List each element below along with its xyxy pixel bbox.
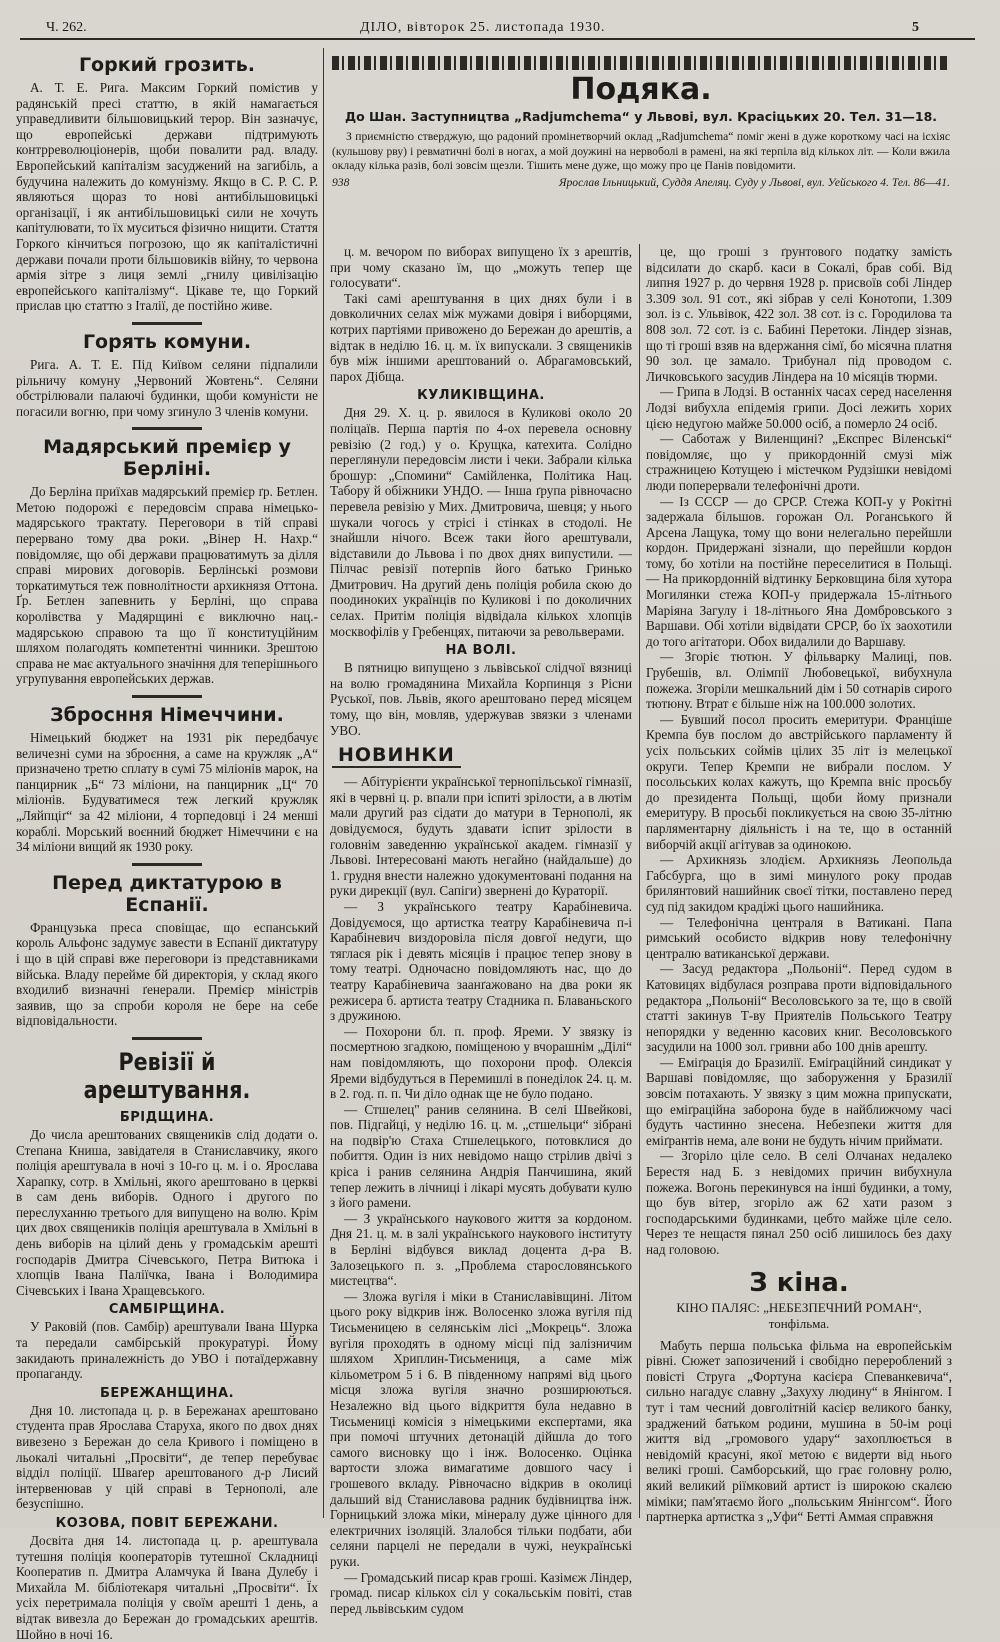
article-paragraph: — Зложа вугіля і міки в Станиславівщині. Літом цього року відкрив інж. Волосенко зложа вугіля під Тисьменицею в селянськім лісі „Мокрець“. Зложа вугіля проходять в одному місці під залізничим шляхом Хриплин-Тисьмениця, а саме між кільометром 5 і 6. В південному напрямі від цього місця зложа вугіля значно розширюються. Незалежно від цього відкриття була недавно в Тисьмениці комісія з німецькими експертами, яка при помочі штучних детонацій дійшла до того самого висновку що і інж. Волосенко. Оцінка вартости зложа вимагатиме довшого часу і грошевого вкладу. Рівночасно відкрив в околиці дальший від Станиславова радник будівництва інж. Горницький зложа міки, мінералу дуже цінного для електричних ізоляцій. Злалобся тільки подбати, аби селяни парцелі не передали в чужі, неукраїнські руки. xyxy=(330,1288,632,1569)
section-heading: НОВИНКИ xyxy=(332,744,461,768)
ad-signature: Ярослав Ільницький, Суддя Апеляц. Суду у Львові, вул. Уейського 4. Тел. 86—41. xyxy=(558,175,950,189)
article-paragraph: — З українського театру Карабіневича. Довідуємося, що артистка театру Карабіневича п-і Карабіневич виздоровіла після довгої недуги, що тяглася рік і девять місяців і працює тепер знову в тому театрі. Одночасно повідомляють нас, що до театру Карабіневича заанґажовано на два роки як режисера б. артиста театру Стадника п. Блаваньского з дружиною. xyxy=(330,898,632,1024)
subheading: САМБІРЩИНА. xyxy=(108,1302,226,1318)
ad-title: Подяка. xyxy=(570,72,712,107)
section-separator xyxy=(132,863,202,866)
article-paragraph: — Бувший посол просить емеритури. Франціше Кремпа був послом до австрійського парламенту й усіх польських соймів цілих 35 літ із мелецької округи. Тепер Кремпи не вибрали послом. У посольських колах кажуть, що Кремпа вніс просьбу до президента Польщі, щоби йому признали емеритуру. В просьбі покликується на свою 35-літню парляментарну діяльність і на те, що в останній виборчій акції агітував за одинокою. xyxy=(646,711,952,852)
article-heading: Горять комуни. xyxy=(82,330,252,353)
article-paragraph: це, що гроші з ґрунтового податку замість відсилати до скарб. каси в Сокалі, брав собі. Від липня 1927 р. до червня 1928 р. присвоїв собі Ліндер 3.309 зол. 91 сот., які зібрав у селі Конотопи, 1.309 зол. із с. Ульвівок, 422 зол. 38 сот. із с. Городилова та 808 зол. 72 сот. із с. Бабині Перетоки. Ліндер зізнав, що ті гроші взяв на вдержання сімї, бо місячна платня 90 зол. це замало. Трибунал під проводом с. Личковського засудив Ліндера на 10 місяців тюрми. xyxy=(646,244,952,384)
subheading: НА ВОЛІ. xyxy=(445,643,517,659)
issue-number: Ч. 262. xyxy=(46,20,87,35)
article-paragraph: — Телефонічна централя в Ватикані. Папа римський особисто відкрив нову телефонічну централю ватиканської держави. xyxy=(646,914,952,961)
header-rule xyxy=(20,38,975,40)
article-paragraph: Французька преса сповіщає, що еспанський король Альфонс задумує завести в Еспанії диктатуру і що в цій справі вже переговори із представниками війська. Владу перейме бй директорія, у склад якого входилиб визначні ґенерали. Премієр міністрів заявив, що за спроби короля не бере на себе відповідальности. xyxy=(16,919,318,1029)
article-paragraph: — З українського наукового життя за кордоном. Дня 21. ц. м. в залі українського наукового інституту в Берліні відбувся виклад доцента д-ра В. Залозецького п. з. „Проблема старословянського мистецтва“. xyxy=(330,1210,632,1289)
article-heading: Мадярський премієр у Берліні. xyxy=(43,436,291,481)
article-paragraph: Такі самі арештування в цих днях були і в довколичних селах між мужами довіря і виборцями, котрих партіями привожено до Бережан до арештів, а відтак в неділю 16. ц. м. їх випускали. З священиків був між іншими арештований о. Абрагамовський, парох Дібща. xyxy=(330,290,632,384)
subheading: БРІДЩИНА. xyxy=(119,1109,215,1125)
column-1 xyxy=(16,48,318,1642)
article-paragraph: Мабуть перша польська фільма на европейськім рівні. Сюжет запозичений і свобідно перероблений з повісті Струга „Фортуна касієра Спеванкевича“, сильно нагадує славну „Захуху людину“ в Янінгом. І тут і там чесний довголітній касієр великого банку, зраджений батьком родини, мушина в 50-ім році життя від „громового удару“ захоплюється в невідомій красуні, якої метою є видерти від нього великі гроші. Самборський, що грає головну ролю, який великий ріїмковий артист із широкою скалєю міміки; пам'ятаємо його „польським Янінгсом“. Його партнерка артистка з „Уфи“ Бетті Аммая справжня xyxy=(646,1337,952,1525)
article-paragraph: — Стшелец" ранив селянина. В селі Швейкові, пов. Підгайці, у неділю 16. ц. м. „стшельци“ зібрані на подвір'ю Стаха Стшелецького, потовклися до побиття. Один із них невідомо нащо стрілив двічі з кріса і ранив селянина Андрія Панчишина, який тепер лежить в лічниці і лікарі мусять добувати кулю з його рамени. xyxy=(330,1101,632,1211)
article-paragraph: ц. м. вечором по виборах випущено їх з арештів, при чому сказано їм, що „можуть тепер ще голосувати“. xyxy=(330,244,632,291)
page-header xyxy=(0,0,1000,42)
section-separator xyxy=(132,322,202,325)
column-2 xyxy=(330,244,632,1616)
advertisement-box xyxy=(332,56,950,236)
article-paragraph: — Грипа в Лодзі. В останніх часах серед населення Лодзі вибухла епідемія грипи. Досі лежить хорих цією недугою майже 50.000 осіб, а померло 24 осіб. xyxy=(646,384,952,431)
article-paragraph: — Згоріє тютюн. У фільварку Малиці, пов. Грубешів, вл. Олімпії Любовецької, вибухнула пожежа. Згоріли мешкальний дім і 50 сотнарів сирого тютюну. Втрат є більше ніж на 100.000 золотих. xyxy=(646,649,952,712)
article-paragraph: — Еміґрація до Бразилії. Еміґраційний синдикат у Варшаві повідомляє, що заборуження у Бразилії зовсім потахають. У звязку з цим можна припускати, що еміґраційна заборона буде в найближчому часі будуть частинно знесена. Небезпеки життя для еміґрантів нема, але вони не будуть нічим приймати. xyxy=(646,1054,952,1148)
ad-address: До Шан. Заступництва „Radjumchema“ у Львові, вул. Красіцьких 20. Тел. 31—18. xyxy=(344,109,938,124)
subheading: КОЗОВА, ПОВІТ БЕРЕЖАНИ. xyxy=(55,1515,279,1531)
page-number: 5 xyxy=(912,20,919,35)
ad-number: 938 xyxy=(332,175,350,189)
subheading: БЕРЕЖАНЩИНА. xyxy=(99,1385,235,1401)
article-paragraph: До Берліна приїхав мадярський премієр ґр. Бетлен. Метою подорожі є передовсім справа німецько-мадярського трактату. Переговори в тій справі перервано тому два роки. „Вінер Н. Нахр.“ повідомляє, що обі держави працюватимуть за ділля справі мирових договорів. Берлінські розмови торкатимуться теж повнолітности архикнязя Оттона. Ґр. Бетлен запевнить у Берліні, що справа королівства у Мадярщині є виключно нац.-мадярською справою та що її конституційним шляхом полагодять компетентні чинники. Зрештою справа не має актуального значіння для теперішнього угрупування европейських держав. xyxy=(16,484,318,687)
article-heading: Збросння Німеччини. xyxy=(50,704,284,726)
section-heading: З кіна. xyxy=(749,1267,849,1298)
section-separator xyxy=(132,695,202,698)
section-separator xyxy=(132,427,202,430)
article-paragraph: — Архикнязь злодієм. Архикнязь Леопольда Габсбурга, що в зимі минулого року продав брилянтовий нашийник своєї тітки, поставлено перед суд під закидом крадіжі цього нашийника. xyxy=(646,852,952,914)
article-paragraph: В пятницю випущено з львівської слідчої вязниці на волю громадянина Михайла Корпинця з Рісни Руської, пов. Львів, якого арештовано перед місяцем тому, що він, мовляв, удержував звязки з членами УВО. xyxy=(330,660,632,738)
ad-footer xyxy=(332,176,950,189)
column-3 xyxy=(646,244,952,1525)
article-paragraph: Дня 10. листопада ц. р. в Бережанах арештовано студента прав Ярослава Старуха, якого по двох днях вивезено з Бережан до села Кривого і поміщено в льокалі читальні „Просвіти“, де тепер перебуває відділ поліції. Шваґер арештованого д-р Лисий інтервенював у цій справі в Тернополі, але безуспішно. xyxy=(16,1402,318,1512)
masthead-date: ДІЛО, вівторок 25. листопада 1930. xyxy=(360,20,606,35)
subheading: КУЛИКІВЩИНА. xyxy=(417,388,545,404)
article-paragraph: У Раковій (пов. Самбір) арештували Івана Шурка та передали самбірській прокуратурі. Йому закидають приналежність до УВО і потаїдержавну пропаганду. xyxy=(16,1319,318,1382)
article-paragraph: Досвіта дня 14. листопада ц. р. арештувала тутешня поліція кооператорів тутешної Складниці Кооператив п. Дмитра Аламчука й Івана Дулебу і Михайла М. бібліотекаря читальні „Просвіти“. Їх усіх перетримала поліція у своїм арешті 1 день, а відтак вивезла до Бережан до громадських арештів. Шойно в ночі 16. xyxy=(16,1532,318,1642)
article-paragraph: До числа арештованих священиків слід додати о. Степана Книша, завідателя в Станиславчику, якого поліція арештувала в ночі з 10-го ц. м. і о. Ярослава Харапку, сотр. в Хмільні, якого арештовано в церкві в сам день виборів. Одного і другого по переслуханню третього для випущено на волю. Крім цих двох священиків поліція арештувала в Хмільні в день виборів на цілий день у громадськім арешті господарів Дмитра Січевського, Петра Витюка і хлопців Івана Паліїчка, Івана і Володимира Січевських і Івана Хращевського. xyxy=(16,1126,318,1298)
article-paragraph: А. Т. Е. Рига. Максим Горкий помістив у радянській пресі статтю, в якій намагається управедливити більшовицький терор. Він зазначує, що европейські держави підтримують контрреволюціонерів, щоби повалити рад. владу. Европейський капіталізм засуджений на загибіль, а будучина належить до комунізму. Якщо в С. Р. С. Р. являються щораз то нові антибільшовицькі організації, і як антибільшовицькі сили не хочуть капітулювати, то їх муситься фізично нищити. Стаття Горкого кінчиться погрозою, що як капіталістичні держави почали проти більшовиків війну, то червона армія зітре з лиця землі „гнилу цивілізацію европейського капіталізму“. Цікаве те, що Горкий прислав цю статтю з Італії, де постійно живе. xyxy=(16,80,318,314)
column-divider xyxy=(323,48,324,1518)
article-paragraph: Рига. А. Т. Е. Під Київом селяни підпалили рільничу комуну „Червоний Жовтень“. Селяни обстрілювали палаючі будинки, щоби комуністи не погасили вогню, при чому згинуло 3 членів комуни. xyxy=(16,356,318,419)
article-paragraph: — Згоріло ціле село. В селі Олчанах недалеко Берестя над Б. з невідомих причин вибухнула пожежа. Вогонь перекинувся на інші будинки, а тому, що був вітер, згоріло аж 62 хати разом з господарськими будинками, цебто майже ціле село. Через те нещастя пянал 250 осіб лишилось без даху над головою. xyxy=(646,1148,952,1257)
article-paragraph: — Абітурієнти української тернопільської гімназії, які в червні ц. р. впали при іспиті зрілости, а в лютім мали другий раз сідати до матури в Тернополі, як довідуємося, будуть здавати іспит зрілости в головнім заведенню української академ. гімназії у Львові. Інтересовані мають негайно (найдальше) до 1. грудня внести належно удокументовані подання на руки дирекції (вул. Сапіги) звернені до Кураторії. xyxy=(330,774,632,899)
ornament-border xyxy=(332,56,950,70)
article-paragraph: Німецький бюджет на 1931 рік передбачує величезні суми на зброєння, а саме на кружляк „А“ призначено третю сплату в сумі 75 міліонів марок, на панцирник „Б“ 73 міліони, на панцирник „Ц“ 70 міліонів. Будуватимеся теж легкий кружляк „Ляйпціґ“ за 42 міліони, 4 торпедовці і 24 менші кораблі. Морський воєнний бюджет Німеччини є на 34 міліони вищий як 1930 року. xyxy=(16,730,318,855)
article-paragraph: — Похорони бл. п. проф. Яреми. У звязку із посмертною згадкою, поміщеною у вчорашнім „Ділі“ нам повідомляють, що похорони проф. Олексія Яреми відбудуться в Перемишлі в понеділок 24. ц. м. в 2. год. п. п. Чи діло однак ще не було подано. xyxy=(330,1023,632,1102)
column-divider xyxy=(639,244,640,1518)
article-paragraph: Дня 29. Х. ц. р. явилося в Куликові около 20 поліцаїв. Перша партія по 4-ох перевела основну ревізію (2 год.) у о. Крущка, катехита. Солідно переглянули передовсім листи і чеки. Забрали кількa брошур: „Спомини“ Самійленка, Політика Нац. Табору й обіжники УНДО. — Інша ґрупа рівночасно перевела ревізію у Мих. Дмитровича, шевця; у нього шукали чогось у стрісі і стінках в стодолі. Не знайшли нічого. Всеж таки його арештували, відставили до Львова і по двох днях випустили. — Пілчас ревізії потерпів його батько Гринько Дмитрович. На другий день поліція робила скою до поодиноких українців по Куликові і по доколичних селах. Притім поліція відвідала кількох хлопців москвофілів у Гребенцях, питаючи за револьверами. xyxy=(330,405,632,639)
film-title: КІНО ПАЛЯС: „НЕБЕЗПЕЧНИЙ РОМАН“, тонфільма. xyxy=(676,1299,922,1331)
article-heading: Ревізії й арештування. xyxy=(83,1047,251,1104)
ad-text: З приємністю стверджую, що радоний промінетворчий оклад „Radjumchema“ поміг жені в дуже короткому часі на ісхіяс (кульшову рву) і ревматичні болі в ногах, а мой доужині на нервоболі в рамені, на які терпіла від кількох літ. — Коли вжила окладу кілька разів, болі зовсім щезли. Тішить мене дуже, що можу про це Панів повідомити. xyxy=(332,130,950,172)
article-paragraph: — Засуд редактора „Польоніі“. Перед судом в Катовицях відбулася розправа проти відповідального редактора „Польоніі“ Весоловського за те, що в своїй статті закинув Т-ву Приятелів Польського Театру непорядки у веденню касових книг. Весоловського засудили на 1000 зол. гривни або 100 днів арешту. xyxy=(646,961,952,1055)
article-heading: Горкий грозить. xyxy=(78,54,256,76)
article-paragraph: — Саботаж у Виленщині? „Експрес Віленські“ повідомляє, що у прикордонній смузі між стражницею Котущею і містечком Рудзішки невідомі люди поперервали телефонічні дроти. xyxy=(646,431,952,493)
section-separator xyxy=(132,1037,202,1040)
article-paragraph: — Із СССР — до СРСР. Стежа КОП-у у Рокітні задержала більшов. горожан Ол. Роганського й Арсена Лащука, тому що вони нелегально перейшли кордон. Придержані зізнали, що перейшли кордон тому, бо хотіли на постійне переселитися в Польщі. — На прикордонній відтинку Берковщина біля хутора Могилянки стежа КОП-у придержала 15-літнього Маріяна Загулу і 18-літнього Яна Домбровського з Варшави. Обі хотіли відвідати СРСР, бо їх заохотили до того агітатори. Обох видалили до Варшаву. xyxy=(646,493,952,649)
article-paragraph: — Громадський писар крав гроші. Казімєж Ліндер, громад. писар кількох сіл у сокальськім повіті, став перед львівським судом xyxy=(330,1569,632,1616)
article-heading: Перед диктатурою в Еспанії. xyxy=(52,871,282,916)
